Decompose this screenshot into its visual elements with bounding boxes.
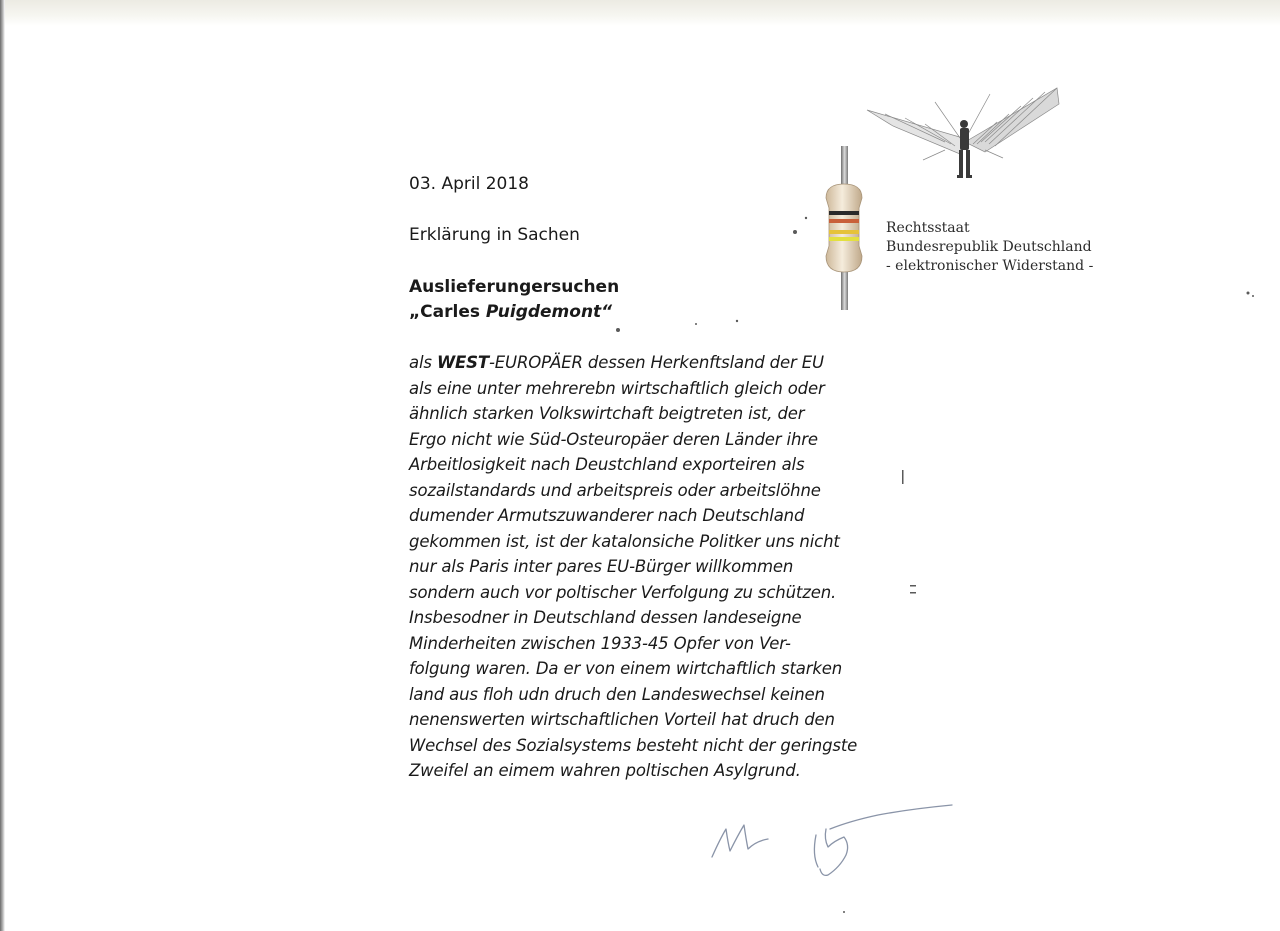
body-line bbox=[409, 350, 889, 376]
letter-name bbox=[409, 300, 612, 325]
handwritten-signature bbox=[700, 795, 970, 895]
letterhead-line-1: Rechtsstaat bbox=[886, 220, 970, 236]
flying-machine-icon bbox=[795, 80, 1065, 315]
letterhead-emblem bbox=[795, 80, 1065, 315]
body-line: dumender Armutszuwanderer nach Deutschland bbox=[409, 506, 805, 525]
letterhead-line-2: Bundesrepublik Deutschland bbox=[886, 239, 1092, 255]
letter-body bbox=[409, 350, 889, 784]
body-line: Arbeitlosigkeit nach Deustchland exporteiren als bbox=[409, 455, 805, 474]
body-line: Wechsel des Sozialsystems besteht nicht der geringste bbox=[409, 735, 858, 755]
body-line: Insbesodner in Deutschland dessen landeseigne bbox=[409, 608, 802, 627]
letterhead-line-3: - elektronischer Widerstand - bbox=[886, 258, 1094, 274]
name-prefix: „Carles bbox=[409, 302, 486, 322]
body-line: folgung waren. Da er von einem wirtchaftlich starken bbox=[409, 659, 843, 678]
body-line1-prefix: als bbox=[409, 353, 437, 372]
letter-date: 03. April 2018 bbox=[409, 174, 529, 194]
body-line: nenenswerten wirtschaftlichen Vorteil hat druch den bbox=[409, 710, 835, 729]
body-line1-rest: -EUROPÄER dessen Herkenftsland der EU bbox=[488, 353, 824, 372]
body-line: Zweifel an eimem wahren poltischen Asylgrund. bbox=[409, 761, 801, 780]
letterhead-text bbox=[886, 219, 1093, 276]
name-italic: Puigdemont“ bbox=[485, 302, 613, 322]
body-line: land aus floh udn druch den Landeswechsel keinen bbox=[409, 684, 825, 704]
body-line: nur als Paris inter pares EU-Bürger willkommen bbox=[409, 557, 794, 576]
body-line: Minderheiten zwischen 1933-45 Opfer von Ver- bbox=[409, 633, 791, 653]
body-line1-strong: WEST bbox=[436, 353, 489, 372]
body-line: sondern auch vor poltischer Verfolgung zu schützen. bbox=[409, 582, 837, 602]
body-line: als eine unter mehrerebn wirtschaftlich gleich oder bbox=[409, 378, 825, 398]
letter-heading: Auslieferungersuchen bbox=[409, 277, 620, 297]
body-line: ähnlich starken Volkswirtchaft beigtreten ist, der bbox=[409, 404, 805, 423]
body-line: gekommen ist, ist der katalonsiche Politker uns nicht bbox=[409, 531, 840, 551]
letter-subject: Erklärung in Sachen bbox=[409, 225, 580, 245]
body-line: Ergo nicht wie Süd-Osteuropäer deren Länder ihre bbox=[409, 429, 818, 449]
body-line: sozailstandards und arbeitspreis oder arbeitslöhne bbox=[409, 480, 821, 500]
